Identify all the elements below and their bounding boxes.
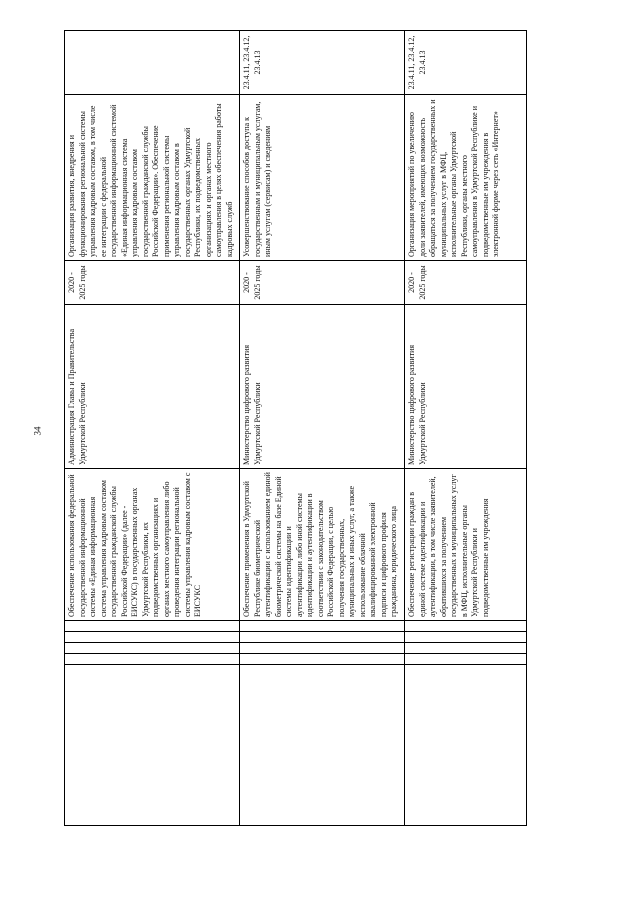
empty-cell — [405, 621, 527, 632]
page-number: 34 — [32, 426, 43, 436]
empty-cell — [240, 621, 405, 632]
empty-cell — [65, 643, 240, 654]
executor-cell: Администрация Главы и Правительства Удмуртской Республики — [65, 305, 240, 469]
rotated-table-wrapper — [64, 31, 526, 826]
empty-cell — [65, 621, 240, 632]
empty-cell — [240, 632, 405, 643]
empty-cell — [240, 643, 405, 654]
measure-cell: Обеспечение регистрации граждан в единой системе идентификации и аутентификации, в том числе заявителей, обратившихся за получением государственных и муниципальных услуг в МФЦ, исполнительные органы Удмуртской Республики и подведомственные им учреждения — [405, 469, 527, 621]
codes-cell: 23.4.11, 23.4.12, 23.4.13 — [240, 31, 405, 95]
measure-cell: Обеспечение применения в Удмуртской Республике биометрической аутентификации с использованием единой биометрической системы на базе Единой системы идентификации и аутентификации либо иной системы идентификации и аутентификации в соответствии с законодательством Российской Федерации, с целью получения государственных, муниципальных и иных услуг, а также использование облачной квалифицированной электронной подписи и цифрового профиля гражданина, юридического лица — [240, 469, 405, 621]
empty-cell — [405, 665, 527, 826]
years-cell: 2020 - 2025 годы — [405, 261, 527, 305]
result-cell: Усовершенствование способов доступа к государственным и муниципальным услугам, иным услугам (сервисам) и сведениям — [240, 95, 405, 261]
empty-cell — [65, 654, 240, 665]
result-cell: Организация развития, внедрения и функционирования региональной системы управления кадровым составом, в том числе ее интеграции с федеральной государственной информационной системой «Единая информационная система управления кадровым составом государственной гражданской службы Российской Федерации». Обеспечение применения региональной системы управления кадровым составом в государственных органах Удмуртской Республики, их подведомственных организациях и органах местного самоуправления в целях обеспечения работы кадровых служб — [65, 95, 240, 261]
empty-cell — [65, 665, 240, 826]
measures-table — [64, 30, 527, 826]
empty-cell — [405, 654, 527, 665]
table-row — [65, 31, 240, 826]
table-row — [405, 31, 527, 826]
result-cell: Организация мероприятий по увеличению доли заявителей, имеющих возможность обращаться за получением государственных и муниципальных услуг в МФЦ, исполнительные органы Удмуртской Республики, органы местного самоуправления в Удмуртской Республике и подведомственные им учреждения в электронной форме через сеть «Интернет» — [405, 95, 527, 261]
table-row — [240, 31, 405, 826]
executor-cell: Министерство цифрового развития Удмуртской Республики — [405, 305, 527, 469]
executor-cell: Министерство цифрового развития Удмуртской Республики — [240, 305, 405, 469]
measure-cell: Обеспечение использования федеральной государственной информационной системы «Единая информационная система управления кадровым составом государственной гражданской службы Российской Федерации» (далее - ЕИСУКС) в государственных органах Удмуртской Республики, их подведомственных организациях и органах местного самоуправления либо проведения интеграции региональной системы управления кадровым составом с ЕИСУКС — [65, 469, 240, 621]
empty-cell — [405, 632, 527, 643]
codes-cell: 23.4.11, 23.4.12, 23.4.13 — [405, 31, 527, 95]
empty-cell — [65, 632, 240, 643]
empty-cell — [240, 665, 405, 826]
empty-cell — [240, 654, 405, 665]
years-cell: 2020 - 2025 годы — [65, 261, 240, 305]
empty-cell — [405, 643, 527, 654]
years-cell: 2020 - 2025 годы — [240, 261, 405, 305]
codes-cell — [65, 31, 240, 95]
